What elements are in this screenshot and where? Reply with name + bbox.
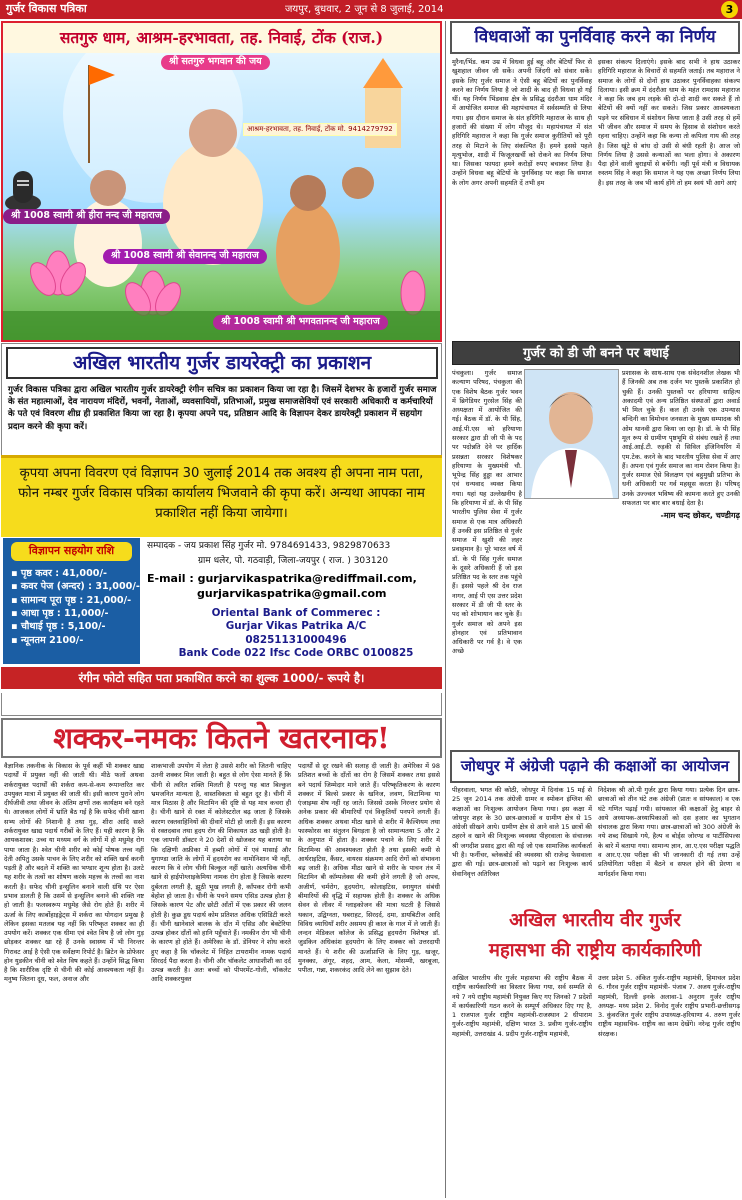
saint-name-2: श्री 1008 स्वामी श्री सेवानन्द जी महाराज [103,249,267,264]
widows-col-1: मुरैना/भिंड. कम उम्र में विधवा हुई बहू और बेटियाँ फिर से खुशहाल जीवन जी सकें। अपनी जिंदगी को संवार सकें। इसके लिए गुर्जर समाज ने ऐसी बहू बेटियों का पुनर्विवाह करने का निर्णय लिया है जो शादी के बाद ही विधवा हो गईं थीं। यह निर्णय भिंडवास क्षेत्र के प्रसिद्ध दंदरौआ धाम मंदिर में आयोजित समाज की महापंचायत में सर्वसम्मति से लिया गया। इस दौरान समाज के संत हरिगिरि महाराज के साथ ही हजारों की संख्या में लोग मौजूद थे। महापंचायत में संत हरिगिरि महाराज ने कहा कि गुर्जर समाज कुरीतियों को पूरी तरह से मिटाने के लिए संकल्पित हैं। हमने इससे पहले मृत्युभोज, शादी में फिजूलखर्ची को रोकने का निर्णय लिया था। जिसका फायदा हमने करोड़ों रुपए बचाकर लिया है। उन्होंने विधवा बहू बेटियों के पुनर्विवाह पर कहा कि समाज के लोग अगर अपनी सहमति दें तभी हम [452,58,592,187]
issue-date: जयपुर, बुधवार, 2 जून से 8 जुलाई, 2014 [285,4,444,15]
rate-item: ▪ आधा पृष्ठ : 11,000/- [11,607,109,619]
dg-col-1: पंचकुला। गुर्जर समाज कल्याण परिषद, पंचकुला की एक विशेष बैठक गुर्जर भवन में ब्रिगेडियर गुरसेल सिंह की अध्यक्षता में आयोजित की गई। बैठक में डॉ. के पी सिंह, आई.पी.एस को हरियाणा सरकार द्वारा डी जी पी के पद पर पदोन्नति देने पर हार्दिक प्रसन्नता सरकार विशेषकर हरियाणा के मुख्यमंत्री चौ. भूपेन्द्र सिंह हुड्डा का आभार एवं धन्यवाद व्यक्त किया गया। यहां यह उल्लेखनीय है कि हरियाणा में डॉ. के पी सिंह भारतीय पुलिस सेवा में गुर्जर समाज से एक मात्र अधिकारी हैं उनकी इस प्रतिष्ठित से गुर्जर समाज में खुशी की लहर प्रवाहमान है। पूरे भारत वर्ष में डॉ. के पी सिंह गुर्जर समाज के दूसरे अधिकारी हैं जो इस प्रतिष्ठित पद के स्तर तक पहुंचे हैं। इससे पहले श्री देव राज नागर, आई पी एस उत्तर प्रदेश सरकार में डी जी पी स्तर के पद को शोभायान कर चुके हैं। गुर्जर समाज को अपने इस होनहार एवं प्रतिभावान अधिकारी पर गर्व है। वे एक अच्छे [452,369,522,656]
widows-title: विधवाओं का पुनर्विवाह करने का निर्णय [450,21,740,54]
column-rule [445,21,446,1198]
rate-item: ▪ पृष्ठ कवर : 41,000/- [11,567,107,579]
photo-fee-bar: रंगीन फोटो सहित पता प्रकाशित करने का शुल्क 1000/- रूपये है। [1,667,442,689]
sugar-article-title: शक्कर-नमकः कितने खतरनाक! [1,718,442,758]
bank-name: Oriental Bank of Commerec : [211,607,381,619]
dg-col-2-wrap [527,369,740,746]
editor-contact [147,540,439,602]
jodhpur-col-1: पीहरवाला, भगत की कोठी, जोधपुर में दिनांक 15 मई से 25 जून 2014 तक अंग्रेजी ग्रामर व स्पोकन इंग्लिश की कक्षाओं का निःशुल्क आयोजन किया गया। इस कक्षा में जोधपुर शहर के 30 छात्र-छात्राओं व ग्रामीण क्षेत्र से 15 अंग्रेजी सीखने आये। ग्रामीण क्षेत्र से आने वाले 15 छात्रों की ठहरने व खाने की निःशुल्क व्यवस्था पीहरवाला के संचालक श्री जगदीश प्रसाद द्वारा की गई जो एक सामाजिक कार्यकर्ता भी है। फर्नीचर, ब्लेकबोर्ड की व्यवस्था श्री राजेन्द्र फेसवाला द्वारा की गई। छात्र-छात्राओं को पढ़ाने का निःशुल्क कार्य सेवानिवृत्त अतिरिक्त [452,786,592,878]
rate-item: ▪ कवर पेज (अन्दर) : 31,000/- [11,581,140,593]
directory-intro: गुर्जर विकास पत्रिका द्वारा अखिल भारतीय गुर्जर डायरेक्ट्री रंगीन सचित्र का प्रकाशन किया जा रहा है। जिसमें देशभर के हजारों गुर्जर समाज के संत महात्माओं, देव नारायण मंदिरों, भवनों, नेताओं, व्यवसायियों, प्रतिभाओं, प्रमुख समाजसेवियों एवं सरकारी अधिकारी व कर्मचारियों के पते एवं विवरण शीघ्र ही प्रकाशित किया जा रहा है। कृपया अपने पद, प्रतिष्ठान आदि के विज्ञापन देकर डायरेक्ट्री प्रकाशन में सहयोग प्रदान करने की कृपा करें। [8,385,437,432]
dg-col-2: प्रशासक के साथ-साथ एक संवेदनशील लेखक भी हैं जिनकी अब तक दर्जन भर पुस्तकें प्रकाशित हो चुकी हैं। उनकी पुस्तकों पर हरियाणा साहित्य अकादमी एवं अन्य प्रतिष्ठित संस्थाओं द्वारा अवार्ड भी मिल चुके हैं। कल ही उनके एक उपन्यास बन्दिनी का विमोचन जनसता के मुख्य सम्पादक श्री ओम थानवी द्वारा किया जा रहा है। डॉ. के पी सिंह मूल रूप से ग्रामीण पृष्ठभूमि से संबंध रखते हैं तथा आई.आई.टी. रुड़की से सिविल इंजिनियरिंग में एम.टेक. करने के बाद भारतीय पुलिस सेवा में आए हैं। अपना एवं गुर्जर समाज का नाम रोशन किया है। गुर्जर समाज ऐसे विलक्षण एवं बहुमुखी प्रतिभा के धनी अधिकारी पर गर्व महसूस करता है। परिषद् उनके उज्ज्वल भविष्य की कामना करते हुए उनकी सफलता पर बार बार बधाई देता है। [622,369,740,507]
masthead-bar [0,0,742,19]
sugar-col-1: वैज्ञानिक तकनीक के विकास के पूर्व कहीं भी शक्कर खाद्य पदार्थों में प्रयुक्त नहीं की जाती थी। मीठे फलों अथवा शर्करायुक्त पदार्थों की शर्करा कम-से-कम रूपान्तरित कर उपयुक्त मात्रा में प्रयुक्त की जाती थी। इसी कारण पुराने लोग दीर्घजीवी तथा जीवन के अंतिम क्षणों तक कार्यक्षम बने रहते थे। आजकल लोगों में भ्रांति बैठ गई है कि सफेद चीनी खाना सभ्य लोगों की निशानी है तथा गुड़, शीरा आदि सस्ते शर्करायुक्त खाद्य पदार्थ गरीबों के लिए हैं। यही कारण है कि आयकशास्त्र: उच्च या मध्यम वर्ग के लोगों में हो मधुमेह रोग पाया जाता है। श्वेत चीनी शरीर को कोई पोषक तत्त्व नहीं देती अपितु उसके पाचन के लिए शरीर को शक्ति खर्च करनी पड़ती है और बदले में शक्ति का भण्डार शून्य होता है। उलटे यह शरीर के तत्वों का शोषण करके महत्त्व के तत्त्वों का नाश करती है। सफेद चीनी इन्सुलिन बनाने वाली ग्रंथि पर ऐसा प्रभाव डालती है कि उसमें से इन्सुलिन बनाने की शक्ति नष्ट हो जाती है। फलस्वरूप मधुमेह जैसे रोग होते हैं। शरीर में ऊर्जा के लिए कार्बोहाइड्रेट्स में शर्करा का योगदान प्रमुख है लेकिन इसका मतलब यह नहीं कि परिष्कृत शक्कर का ही उपयोग करें। शक्कर एक धीमा एवं श्वेत विष है जो लोग गुड़ छोड़कर शक्कर खा रहे हैं उनके स्वास्थ्य में भी निरन्तर गिरावट आई है ऐसी एक सर्वेक्षण रिपोर्ट है। ब्रिटेन के प्रोफेसर होन युडकीन चीनी को श्वेत विष कहते हैं। उन्होंने सिद्ध किया है कि शारीरिक दृष्टि से चीनी की कोई आवश्यकता नहीं है। मनुष्य जितना दूध, फल, अनाज और [4,762,144,984]
rate-item: ▪ सामान्य पूरा पृष्ठ : 21,000/- [11,594,132,606]
widows-col-2: इसका संकल्प दिलाएंगे। इसके बाद सभी ने हाथ उठाकर हरिगिरि महाराज के विचारों से सहमति जताई। तब महाराज ने समाज के लोगों से दोनों हाथ उठाकर पुनर्विवाहका संकल्प दिलाया। इसी क्रम में दंदरौआ धाम के महंत रामदास महाराज ने कहा कि जब हम लड़के की दो-दो शादी कर सकते हैं तो बेटियों की क्यों नहीं कर सकते। जिस प्रकार आवश्यकता पड़ने पर संविधान में संशोधन किया जाता है उसी तरह से हमें भी जीवन और समाज में समय के हिसाब से संशोधन करते रहना चाहिए। उन्होंने कहा कि कन्या तो कपिला गाय की तरह है। जिस खूंटे से बांध दो उसी से बंधी रहती है। आज जो निर्णय लिया है उससे कन्याओं का भला होगा। वे अकारण पैदा होने वाली बुराइयों से बचेंगी। नहीं पूर्व मंत्री व विधायक रुस्तम सिंह ने कहा कि समाज ने यह एक अच्छा निर्णय लिया है। इस तरह के जब भी कार्य होंगे तो हम स्वयं भी आगे आएं [598,58,740,187]
ad-rates-title: विज्ञापन सहयोग राशि [11,542,132,561]
email-line-1[interactable]: E-mail : gurjarvikaspatrika@rediffmail.com, [147,572,417,586]
bank-account: Gurjar Vikas Patrika A/C 08251131000496 [225,620,367,646]
mahasabha-col-2: उत्तर प्रदेश 5. अंकित गुर्जर-राष्ट्रीय महामंत्री, हिमाचल प्रदेश 6. गौरव गुर्जर राष्ट्रीय महामंत्री- पंजाब 7. अजय गुर्जर-राष्ट्रीय महामंत्री, दिल्ली इनके अलावा-1 अनुराग गुर्जर राष्ट्रीय अध्यक्ष- मध्य प्रदेश 2. विनोद गुर्जर राष्ट्रीय प्रभारी-छत्तीसगढ़ 3. कुंवरजित गुर्जर राष्ट्रीय उपाध्यक्ष-हरियाणा 4. तरुण गुर्जर राष्ट्रीय महासचिव- राष्ट्रीय का काम देखेंगे। नरेन्द्र गुर्जर राष्ट्रीय संरक्षक। [598,974,740,1038]
dg-signature: -माम चन्द छोकर, चण्डीगढ़ [660,511,740,521]
jodhpur-col-2: निदेशक श्री ओ.पी गुर्जर द्वारा किया गया। प्रत्येक दिन छात्र-छात्राओं को तीन घंटे तक अंग्रेजी (प्रातः व सांयकाल) व एक घंटे गणित पढ़ाई गयी। सांयकाल की कक्षाओं हेतु बाहर से आये अध्यापक-अध्यापिकाओं को दस हजार का भुगतान संचालक द्वारा किया गया। छात्र-छात्राओं को 300 अंग्रेजी के नये शब्द सिखाये गये, हैल्प व बोर्ड्स जोरण्ड व पार्टीसिपल्स के बारे में बताया गया। सामान्य ज्ञान, आ.ए.एस परीक्षा पद्धति व आर.ए.एस परीक्षा की भी जानकारी दी गई तथा उन्हें प्रतियोगिता परीक्षा में बैठने व सफल होने की प्रेरणा व मार्गदर्शन किया गया। [598,786,740,878]
directory-notice-box [1,455,442,537]
sugar-col-3: पदार्थों से दूर रखने की सलाह दी जाती है। अमेरिका में 98 प्रतिशत बच्चों के दाँतों का रोग है जिसमें शक्कर तथा इससे बने पदार्थ जिम्मेदार माने जाते हैं। परिष्कृतिकरण के कारण शक्कर में बिल्से प्रकार के खनिज, लवण, विटामिन्स या एंजाइम्स शेष नहीं रह जाते। जिससे उसके निरन्तर प्रयोग से अनेक प्रकार की बीमारियाँ एवं विकृतियाँ पनपने लगती हैं। अधिक शक्कर अथवा मीठा खाने से शरीर में कैल्शियम तथा फास्फोरस का संतुलन बिगड़ता है जो सामान्यतया 5 और 2 के अनुपात में होता है। शक्कर पचाने के लिए शरीर में विटामिन्स की आवश्यकता होती है तथा इसकी कमी से आर्थराइटिस, कैंसर, वायरस संक्रमण आदि रोगों को संभावना बढ़ जाती है। अधिक मीठा खाने से शरीर के पाचन तंत्र में विटामिन बी कॉम्पलेक्स की कमी होने लगती है जो अपच, अजीर्ण, चर्मरोग, हृदयरोग, कोलाइटिस, स्नायुगत संबंधी बीमारियों की वृद्धि में सहायक होती है। शक्कर के अधिक सेवन से लीवर में ग्लाइकोजन की मात्रा घटती है जिससे थकान, उद्विग्नता, घबराहट, सिरदर्द, दमा, डायबिटीज आदि विविध व्याधियाँ शरीर असमय ही काल के गाल में ले जाती हैं। लन्दन मेडिकल कॉलेज के प्रसिद्ध हृदयरोग विशेषज्ञ डॉ. जुडकिन अधिकांश हृदयरोग के लिए शक्कर को उत्तरदायी मानते हैं। ये शरीर की ऊर्जाप्राप्ति के लिए गुड़, खजूर, मुनक्का, अंगूर, शहद, आम, केला, मोसम्मी, खरबूजा, पपीता, गन्ना, शकरकंद आदि लेने का सुझाव देते। [298,762,440,975]
mahasabha-title [450,906,740,970]
rate-item: ▪ न्यूनतम 2100/- [11,634,84,646]
ashram-address-tag: आश्रम-हरभावता, तह. निवाई, टोंक मो. 9414279792 [243,123,397,136]
photo-spacer [527,369,622,501]
mahasabha-title-2: महासभा की राष्ट्रीय कार्यकारिणी [488,940,702,961]
page-number: 3 [721,1,738,18]
newspaper-brand: गुर्जर विकास पत्रिका [6,2,87,15]
directory-notice: कृपया अपना विवरण एवं विज्ञापन 30 जुलाई 2014 तक अवश्य ही अपना नाम पता, फोन नम्बर गुर्जर विकास पत्रिका कार्यालय भिजवाने की कृपा करें। अन्यथा आपका नाम प्रकाशित नहीं किया जायेगा। [18,466,425,521]
ashram-photo-collage [3,53,440,340]
rate-item: ▪ चौथाई पृष्ठ : 5,100/- [11,621,106,633]
editor-address: ग्राम धलेर, पो. गठवाड़ी, जिला-जयपुर ( राज. ) 303120 [197,556,389,567]
saint-name-3: श्री 1008 स्वामी श्री भगवतानन्द जी महाराज [213,315,388,330]
jodhpur-title: जोधपुर में अंग्रेजी पढ़ाने की कक्षाओं का आयोजन [450,750,740,783]
jai-label: श्री सतगुरु भगवान की जय [161,55,270,70]
saint-name-1: श्री 1008 स्वामी श्री हीरा नन्द जी महाराज [3,209,170,224]
bank-code: Bank Code 022 Ifsc Code ORBC 0100825 [178,646,414,659]
collage-art [3,53,440,340]
directory-contact-area [1,537,442,693]
sugar-col-2: शाकभाजी उपयोग में लेता है उससे शरीर को जितनी चाहिए उतनी शक्कर मिल जाती है। बहुत से लोग ऐसा मानते हैं कि चीनी से त्वरित शक्ति मिलती है परन्तु यह बात बिल्कुल भ्रमजनित मान्यता है, वास्तविकता से बहुत दूर है। चीनी में मात्र मिठास है और विटामिन की दृष्टि से यह मात्र कचरा ही है। चीनी खाने से रक्त में कोलेस्टरोल बढ़ जाता है जिसके कारण रक्तवाहिनियों की दीवारें मोटी हो जाती हैं। इस कारण से रक्तदबाव तथा हृदय रोग की शिकायत उठ खड़ी होती है। एक जापानी डॉक्टर ने 20 देशों से खोजकर यह बताया था कि दक्षिणी अफ्रीका में हब्शी लोगों में एवं मासाई और युगाण्डा जाति के लोगों में हृदयरोग का नामोनिशान भी नहीं, कारण कि वे लोग चीनी बिल्कुल नहीं खाते। अत्यधिक चीनी खाने से हाईपोग्लाइकेमिया नामक रोग होता है जिसके कारण दुर्बलता लगती है, झूठी भूख लगती है, काँपकर रोगी कभी बेहोश हो जाता है। चीनी के पचने समय एसिड उत्पन्न होता है जिसके कारण पेट और छोटी आँतों में एक प्रकार की जलन होती है। कुछ डूध पदार्थ कोम प्रतिशत अधिक एसिडिटी करते हैं। चीनी खानेवाले बालक के दाँत में एसिड और बेक्टेरिया उत्पन्न होकर दाँतों को हानि पहुँचाते हैं। नमकीन रोग भी चीनी के कारण हो होते हैं। अमेरिका के डॉ. डेनियर ने शोध करते हुए कहा है कि चॉकलेट में निहित टायरामीन नामक पदार्थ सिरदर्द पैदा करता है। चीनी और चॉकलेट आधाशीशी का दर्द उत्पन्न करती है। अतः बच्चों को पीपरमेंट-गोली, चॉकलेट आदि शक्करयुक्त [151,762,291,984]
directory-title: अखिल भारतीय गुर्जर डायरेक्ट्री का प्रकाशन [6,347,438,379]
ashram-title: सतगुरु धाम, आश्रम-हरभावता, तह. निवाई, टोंक (राज.) [3,23,440,53]
editor-line: सम्पादक - जय प्रकाश सिंह गुर्जर मो. 9784691433, 9829870633 [147,541,391,551]
ashram-advertisement [1,21,442,342]
ad-rates-panel [2,537,141,665]
email-line-2[interactable]: gurjarvikaspatrika@gmail.com [197,586,387,600]
dg-title: गुर्जर को डी जी बनने पर बधाई [452,341,740,365]
mahasabha-col-1: अखिल भारतीय वीर गुर्जर महासभा की राष्ट्रीय बैठक में राष्ट्रीय कार्यकारिणी का विस्तार किया गया, सर्व सम्मति से नये 7 नये राष्ट्रीय महामंत्री नियुक्त किए गए जिनको 7 प्रदेशों में कार्यकारिणी गठन करने के सम्पूर्ण अधिकार दिए गए है, 1 राजपाल गुर्जर राष्ट्रीय महामंत्री-राजस्थान 2 धीपाराम गुर्जर-राष्ट्रीय महामंत्री, दक्षिण भारत 3. प्रवीण गुर्जर-राष्ट्रीय महामंत्री, उत्तराखंड 4. प्रदीप गुर्जर-राष्ट्रीय महामंत्री, [452,974,592,1038]
ad-rates-list [3,567,140,647]
mahasabha-title-1: अखिल भारतीय वीर गुर्जर [509,910,681,931]
bank-details [176,607,416,660]
